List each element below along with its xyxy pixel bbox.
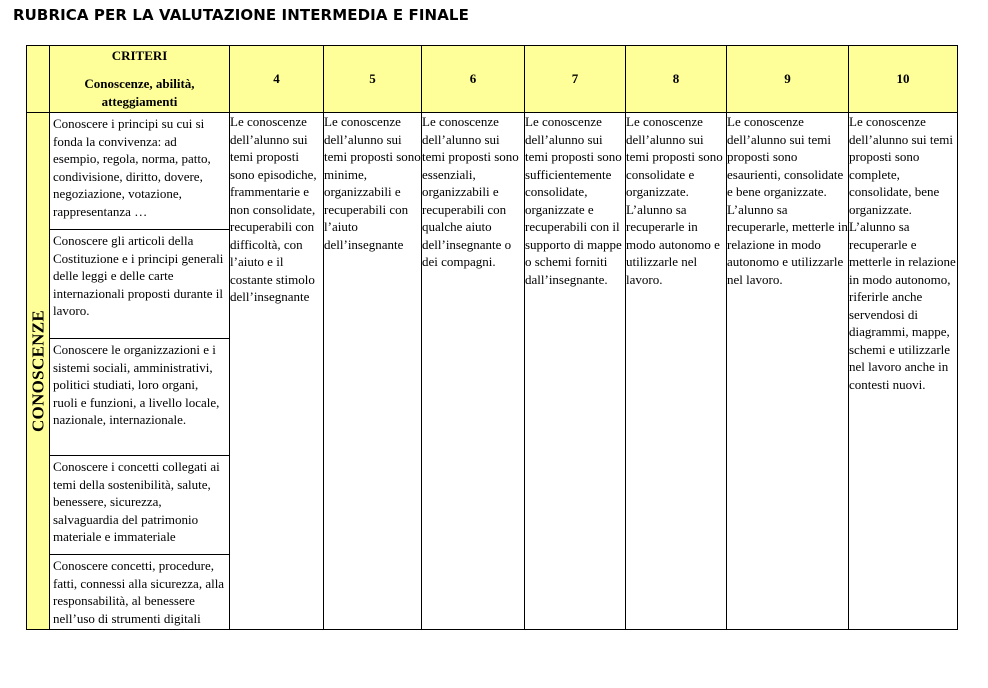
criteria-cell <box>50 113 230 630</box>
conoscenze-row <box>27 113 958 630</box>
level-header-8: 8 <box>626 46 727 113</box>
criterion-convivenza: Conoscere i principi su cui si fonda la convivenza: ad esempio, regola, norma, patto, condivisione, diritto, dovere, negoziazione, votazione, rappresentanza … <box>53 116 211 219</box>
level-header-5: 5 <box>324 46 422 113</box>
descriptor-level-9: Le conoscenze dell’alunno sui temi proposti sono esaurienti, consolidate e bene organizzate. L’alunno sa recuperarle, metterle in relazione in modo autonomo e utilizzarle nel lavoro. <box>727 113 849 630</box>
criterion-organizzazioni: Conoscere le organizzazioni e i sistemi sociali, amministrativi, politici studiati, loro organi, ruoli e funzioni, a livello locale, nazionale, internazionale. <box>50 338 229 455</box>
row-label-cell <box>27 113 50 630</box>
criterion-costituzione: Conoscere gli articoli della Costituzione e i principi generali delle leggi e delle carte internazionali proposti durante il lavoro. <box>50 229 229 338</box>
level-header-7: 7 <box>525 46 626 113</box>
level-header-4: 4 <box>230 46 324 113</box>
level-header-9: 9 <box>727 46 849 113</box>
level-header-10: 10 <box>849 46 958 113</box>
level-header-6: 6 <box>422 46 525 113</box>
criteri-header <box>50 46 230 113</box>
criterion-sostenibilita: Conoscere i concetti collegati ai temi della sostenibilità, salute, benessere, sicurezza, salvaguardia del patrimonio materiale e immateriale <box>50 455 229 554</box>
descriptor-level-5: Le conoscenze dell’alunno sui temi proposti sono minime, organizzabili e recuperabili con l’aiuto dell’insegnante <box>324 113 422 630</box>
criterion-digitale: Conoscere concetti, procedure, fatti, connessi alla sicurezza, alla responsabilità, al benessere nell’uso di strumenti digitali <box>50 554 229 629</box>
rubric-table <box>26 45 958 630</box>
criteri-title: CRITERI <box>111 48 168 63</box>
descriptor-level-10: Le conoscenze dell’alunno sui temi proposti sono complete, consolidate, bene organizzate. L’alunno sa recuperarle e metterle in relazione in modo autonomo, riferirle anche servendosi di diagrammi, mappe, schemi e utilizzarle nel lavoro anche in contesti nuovi. <box>849 113 958 630</box>
row-label-conoscenze: CONOSCENZE <box>28 309 48 433</box>
criteri-subtitle: Conoscenze, abilità, atteggiamenti <box>84 76 195 109</box>
header-corner-cell <box>27 46 50 113</box>
descriptor-level-7: Le conoscenze dell’alunno sui temi proposti sono sufficientemente consolidate, organizzate e recuperabili con il supporto di mappe o schemi forniti dall’insegnante. <box>525 113 626 630</box>
descriptor-level-6: Le conoscenze dell’alunno sui temi proposti sono essenziali, organizzabili e recuperabili con qualche aiuto dell’insegnante o dei compagni. <box>422 113 525 630</box>
page-title: RUBRICA PER LA VALUTAZIONE INTERMEDIA E FINALE <box>13 6 469 24</box>
header-row <box>27 46 958 113</box>
descriptor-level-4: Le conoscenze dell’alunno sui temi proposti sono episodiche, frammentarie e non consolidate, recuperabili con difficoltà, con l’aiuto e il costante stimolo dell’insegnante <box>230 113 324 630</box>
descriptor-level-8: Le conoscenze dell’alunno sui temi proposti sono consolidate e organizzate. L’alunno sa recuperarle in modo autonomo e utilizzarle nel lavoro. <box>626 113 727 630</box>
